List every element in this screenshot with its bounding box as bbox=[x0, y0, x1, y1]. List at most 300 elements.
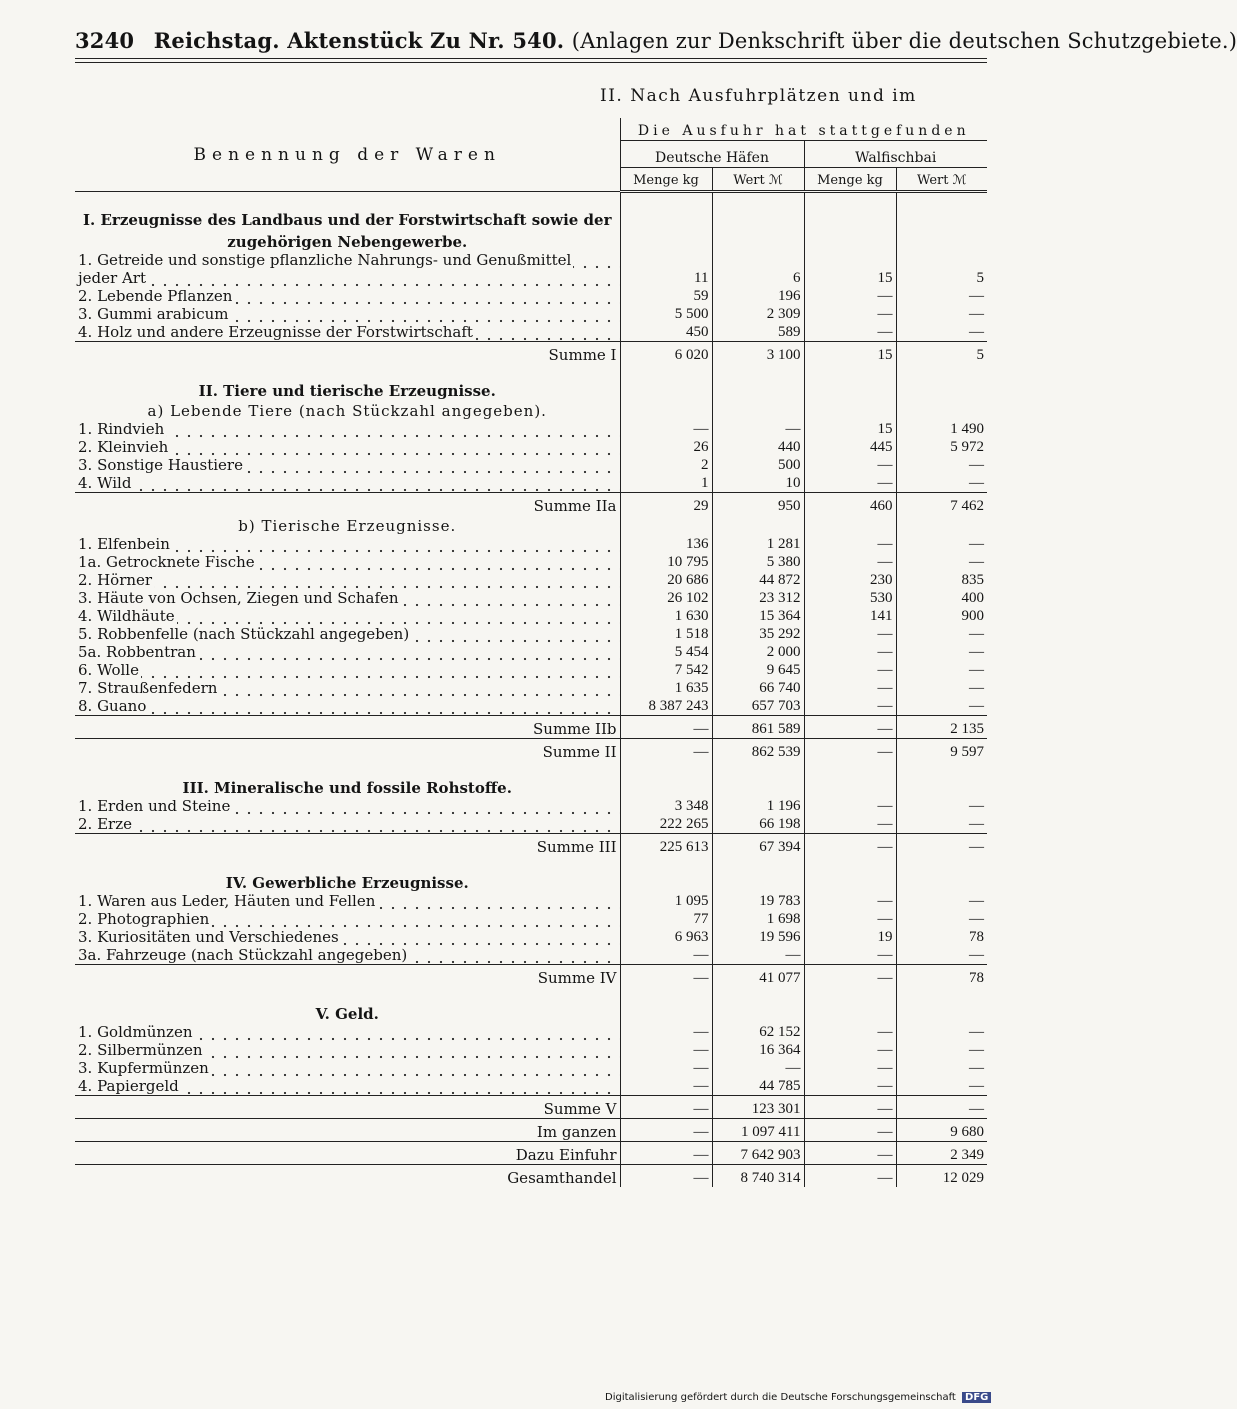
wert-deutsche-haefen: 5 380 bbox=[712, 553, 804, 571]
row-label: Summe V bbox=[75, 1096, 620, 1119]
header-title: Reichstag. Aktenstück Zu Nr. 540. bbox=[153, 28, 565, 53]
menge-walfischbai: — bbox=[804, 305, 896, 323]
menge-walfischbai: — bbox=[804, 553, 896, 571]
page-number: 3240 bbox=[75, 28, 135, 53]
menge-deutsche-haefen: — bbox=[620, 1059, 712, 1077]
menge-deutsche-haefen: 29 bbox=[620, 493, 712, 516]
row-label-text: 2. Lebende Pflanzen bbox=[78, 287, 233, 305]
menge-deutsche-haefen: 6 020 bbox=[620, 342, 712, 365]
header-wert-1: Wert ℳ bbox=[712, 168, 804, 192]
header-menge-2: Menge kg bbox=[804, 168, 896, 192]
row-label-text: 8. Guano bbox=[78, 697, 147, 715]
menge-walfischbai: — bbox=[804, 1041, 896, 1059]
section-heading-row bbox=[75, 515, 987, 535]
row-label bbox=[75, 438, 620, 456]
wert-deutsche-haefen: 657 703 bbox=[712, 697, 804, 716]
table-row bbox=[75, 535, 987, 553]
section-heading-row bbox=[75, 378, 987, 400]
menge-walfischbai: — bbox=[804, 1077, 896, 1096]
table-row bbox=[75, 474, 987, 493]
wert-deutsche-haefen: 7 642 903 bbox=[712, 1142, 804, 1165]
menge-walfischbai: — bbox=[804, 625, 896, 643]
menge-walfischbai: — bbox=[804, 323, 896, 342]
wert-deutsche-haefen: 9 645 bbox=[712, 661, 804, 679]
wert-walfischbai: — bbox=[896, 1059, 987, 1077]
header-group: Die Ausfuhr hat stattgefunden bbox=[620, 118, 987, 141]
menge-deutsche-haefen bbox=[620, 870, 712, 892]
header-wert-2: Wert ℳ bbox=[896, 168, 987, 192]
menge-deutsche-haefen: 11 bbox=[620, 269, 712, 287]
wert-walfischbai: — bbox=[896, 1041, 987, 1059]
wert-walfischbai: 9 680 bbox=[896, 1119, 987, 1142]
sum-row bbox=[75, 1096, 987, 1119]
wert-deutsche-haefen: 1 281 bbox=[712, 535, 804, 553]
wert-walfischbai: — bbox=[896, 815, 987, 834]
row-label bbox=[75, 643, 620, 661]
sum-row bbox=[75, 1119, 987, 1142]
table-row bbox=[75, 910, 987, 928]
table-row bbox=[75, 928, 987, 946]
sum-row bbox=[75, 1165, 987, 1188]
menge-walfischbai: — bbox=[804, 661, 896, 679]
menge-walfischbai: — bbox=[804, 1142, 896, 1165]
row-label: Im ganzen bbox=[75, 1119, 620, 1142]
wert-deutsche-haefen: 19 783 bbox=[712, 892, 804, 910]
wert-walfischbai bbox=[896, 400, 987, 420]
row-label bbox=[75, 892, 620, 910]
table-row bbox=[75, 892, 987, 910]
row-label bbox=[75, 661, 620, 679]
header-name-column: Benennung der Waren bbox=[75, 118, 620, 192]
table-row bbox=[75, 607, 987, 625]
wert-walfischbai: 1 490 bbox=[896, 420, 987, 438]
table-row bbox=[75, 438, 987, 456]
spacer-row bbox=[75, 192, 987, 208]
menge-walfischbai: — bbox=[804, 797, 896, 815]
wert-walfischbai: 5 bbox=[896, 269, 987, 287]
wert-walfischbai bbox=[896, 775, 987, 797]
row-label: Summe IV bbox=[75, 965, 620, 988]
wert-walfischbai: — bbox=[896, 697, 987, 716]
wert-walfischbai bbox=[896, 378, 987, 400]
sum-row bbox=[75, 965, 987, 988]
table-row bbox=[75, 305, 987, 323]
row-label: Summe III bbox=[75, 834, 620, 857]
menge-walfischbai: — bbox=[804, 1023, 896, 1041]
table-row bbox=[75, 1059, 987, 1077]
wert-walfischbai: 7 462 bbox=[896, 493, 987, 516]
row-label-text: 3. Kupfermünzen bbox=[78, 1059, 209, 1077]
page-header bbox=[75, 28, 1237, 53]
wert-walfischbai: 78 bbox=[896, 928, 987, 946]
row-label-text: 4. Papiergeld bbox=[78, 1077, 179, 1095]
wert-deutsche-haefen: 23 312 bbox=[712, 589, 804, 607]
row-label bbox=[75, 1023, 620, 1041]
row-label bbox=[75, 287, 620, 305]
row-label bbox=[75, 323, 620, 342]
wert-deutsche-haefen: 44 872 bbox=[712, 571, 804, 589]
menge-deutsche-haefen: — bbox=[620, 1119, 712, 1142]
table-row bbox=[75, 251, 987, 269]
menge-deutsche-haefen: 1 bbox=[620, 474, 712, 493]
menge-walfischbai bbox=[804, 870, 896, 892]
sum-row bbox=[75, 834, 987, 857]
menge-walfischbai: 15 bbox=[804, 342, 896, 365]
wert-walfischbai: 2 349 bbox=[896, 1142, 987, 1165]
table-row bbox=[75, 679, 987, 697]
row-label-text: 1. Getreide und sonstige pflanzliche Nahrungs- und Genußmittel bbox=[78, 251, 572, 269]
wert-walfischbai: 900 bbox=[896, 607, 987, 625]
row-label bbox=[75, 269, 620, 287]
spacer-row bbox=[75, 761, 987, 775]
menge-walfischbai: — bbox=[804, 910, 896, 928]
section-heading-row bbox=[75, 870, 987, 892]
menge-deutsche-haefen: — bbox=[620, 1077, 712, 1096]
menge-walfischbai: 460 bbox=[804, 493, 896, 516]
table-row bbox=[75, 1041, 987, 1059]
menge-walfischbai: — bbox=[804, 892, 896, 910]
wert-walfischbai bbox=[896, 229, 987, 251]
menge-walfischbai bbox=[804, 400, 896, 420]
menge-walfischbai bbox=[804, 515, 896, 535]
menge-walfischbai: 230 bbox=[804, 571, 896, 589]
row-label: Gesamthandel bbox=[75, 1165, 620, 1188]
row-label bbox=[75, 305, 620, 323]
wert-deutsche-haefen: 6 bbox=[712, 269, 804, 287]
table-row bbox=[75, 697, 987, 716]
wert-walfischbai bbox=[896, 207, 987, 229]
menge-walfischbai: — bbox=[804, 1059, 896, 1077]
menge-deutsche-haefen bbox=[620, 400, 712, 420]
menge-walfischbai: — bbox=[804, 1165, 896, 1188]
wert-walfischbai: — bbox=[896, 305, 987, 323]
spacer-row bbox=[75, 856, 987, 870]
menge-deutsche-haefen: — bbox=[620, 965, 712, 988]
row-label-text: jeder Art bbox=[78, 269, 146, 287]
wert-deutsche-haefen: — bbox=[712, 946, 804, 965]
row-label-text: 6. Wolle bbox=[78, 661, 139, 679]
row-label: I. Erzeugnisse des Landbaus und der Forstwirtschaft sowie der bbox=[83, 211, 612, 229]
table-row bbox=[75, 420, 987, 438]
row-label: V. Geld. bbox=[315, 1005, 379, 1023]
row-label bbox=[75, 474, 620, 493]
wert-deutsche-haefen: 62 152 bbox=[712, 1023, 804, 1041]
header-subtitle: (Anlagen zur Denkschrift über die deutschen Schutzgebiete.) bbox=[571, 29, 1237, 53]
menge-walfischbai: — bbox=[804, 679, 896, 697]
wert-walfischbai bbox=[896, 1001, 987, 1023]
header-rule-2 bbox=[75, 62, 987, 63]
menge-deutsche-haefen: — bbox=[620, 1041, 712, 1059]
menge-deutsche-haefen: 136 bbox=[620, 535, 712, 553]
menge-deutsche-haefen: — bbox=[620, 716, 712, 739]
row-label bbox=[75, 928, 620, 946]
wert-walfischbai: — bbox=[896, 474, 987, 493]
menge-deutsche-haefen: 3 348 bbox=[620, 797, 712, 815]
wert-deutsche-haefen: 67 394 bbox=[712, 834, 804, 857]
wert-walfischbai: — bbox=[896, 679, 987, 697]
wert-deutsche-haefen: 35 292 bbox=[712, 625, 804, 643]
wert-walfischbai: 9 597 bbox=[896, 739, 987, 762]
wert-deutsche-haefen bbox=[712, 400, 804, 420]
row-label: a) Lebende Tiere (nach Stückzahl angegeben). bbox=[147, 402, 547, 420]
row-label: Dazu Einfuhr bbox=[75, 1142, 620, 1165]
wert-walfischbai bbox=[896, 515, 987, 535]
menge-deutsche-haefen: 77 bbox=[620, 910, 712, 928]
header-rule bbox=[75, 58, 987, 59]
wert-walfischbai: — bbox=[896, 456, 987, 474]
row-label bbox=[75, 251, 620, 269]
wert-deutsche-haefen bbox=[712, 251, 804, 269]
spacer-row bbox=[75, 987, 987, 1001]
wert-walfischbai: — bbox=[896, 797, 987, 815]
menge-walfischbai: — bbox=[804, 643, 896, 661]
table-row bbox=[75, 323, 987, 342]
menge-deutsche-haefen: — bbox=[620, 420, 712, 438]
row-label bbox=[75, 697, 620, 716]
menge-walfischbai: — bbox=[804, 287, 896, 305]
wert-deutsche-haefen: 15 364 bbox=[712, 607, 804, 625]
menge-deutsche-haefen bbox=[620, 207, 712, 229]
row-label-text: 4. Wildhäute bbox=[78, 607, 175, 625]
wert-walfischbai: — bbox=[896, 910, 987, 928]
wert-deutsche-haefen: — bbox=[712, 1059, 804, 1077]
table-row bbox=[75, 815, 987, 834]
sum-row bbox=[75, 342, 987, 365]
sum-row bbox=[75, 1142, 987, 1165]
wert-deutsche-haefen: 41 077 bbox=[712, 965, 804, 988]
section-title: II. Nach Ausfuhrplätzen und im bbox=[600, 86, 917, 106]
wert-deutsche-haefen: 1 196 bbox=[712, 797, 804, 815]
sum-row bbox=[75, 493, 987, 516]
menge-deutsche-haefen bbox=[620, 251, 712, 269]
wert-walfischbai: — bbox=[896, 625, 987, 643]
menge-walfischbai: 19 bbox=[804, 928, 896, 946]
sum-row bbox=[75, 716, 987, 739]
menge-walfischbai bbox=[804, 229, 896, 251]
wert-walfischbai: — bbox=[896, 892, 987, 910]
dfg-logo: DFG bbox=[962, 1392, 991, 1403]
row-label bbox=[75, 625, 620, 643]
wert-walfischbai: — bbox=[896, 553, 987, 571]
menge-walfischbai bbox=[804, 378, 896, 400]
wert-deutsche-haefen: 19 596 bbox=[712, 928, 804, 946]
menge-walfischbai: — bbox=[804, 474, 896, 493]
table-row bbox=[75, 1023, 987, 1041]
header-menge-1: Menge kg bbox=[620, 168, 712, 192]
row-label: II. Tiere und tierische Erzeugnisse. bbox=[198, 382, 496, 400]
wert-walfischbai: 12 029 bbox=[896, 1165, 987, 1188]
menge-walfischbai: — bbox=[804, 739, 896, 762]
menge-walfischbai: 15 bbox=[804, 269, 896, 287]
row-label bbox=[75, 910, 620, 928]
wert-deutsche-haefen: 950 bbox=[712, 493, 804, 516]
menge-walfischbai: 530 bbox=[804, 589, 896, 607]
row-label-text: 1. Rindvieh bbox=[78, 420, 165, 438]
footer bbox=[605, 1392, 991, 1403]
table-row bbox=[75, 456, 987, 474]
wert-walfischbai: 400 bbox=[896, 589, 987, 607]
wert-deutsche-haefen: 862 539 bbox=[712, 739, 804, 762]
row-label bbox=[75, 571, 620, 589]
row-label bbox=[75, 679, 620, 697]
wert-deutsche-haefen: 66 198 bbox=[712, 815, 804, 834]
wert-deutsche-haefen: 861 589 bbox=[712, 716, 804, 739]
menge-walfischbai: 141 bbox=[804, 607, 896, 625]
wert-deutsche-haefen: 3 100 bbox=[712, 342, 804, 365]
menge-deutsche-haefen: — bbox=[620, 1142, 712, 1165]
wert-deutsche-haefen: 2 309 bbox=[712, 305, 804, 323]
row-label: Summe I bbox=[75, 342, 620, 365]
row-label bbox=[75, 535, 620, 553]
menge-deutsche-haefen: 8 387 243 bbox=[620, 697, 712, 716]
row-label bbox=[75, 1059, 620, 1077]
wert-walfischbai bbox=[896, 870, 987, 892]
menge-walfischbai: 445 bbox=[804, 438, 896, 456]
menge-deutsche-haefen bbox=[620, 775, 712, 797]
wert-deutsche-haefen bbox=[712, 229, 804, 251]
wert-deutsche-haefen: 440 bbox=[712, 438, 804, 456]
row-label bbox=[75, 553, 620, 571]
menge-deutsche-haefen: 10 795 bbox=[620, 553, 712, 571]
wert-deutsche-haefen: 66 740 bbox=[712, 679, 804, 697]
menge-deutsche-haefen: 26 102 bbox=[620, 589, 712, 607]
wert-deutsche-haefen: 589 bbox=[712, 323, 804, 342]
row-label bbox=[75, 589, 620, 607]
row-label-text: 7. Straußenfedern bbox=[78, 679, 218, 697]
wert-deutsche-haefen: 8 740 314 bbox=[712, 1165, 804, 1188]
wert-deutsche-haefen bbox=[712, 378, 804, 400]
row-label bbox=[75, 456, 620, 474]
header-port-2: Walfischbai bbox=[804, 141, 987, 168]
row-label: b) Tierische Erzeugnisse. bbox=[238, 517, 457, 535]
table-row bbox=[75, 643, 987, 661]
row-label-text: 2. Silbermünzen bbox=[78, 1041, 203, 1059]
menge-walfischbai: — bbox=[804, 965, 896, 988]
row-label bbox=[75, 815, 620, 834]
wert-walfischbai: 78 bbox=[896, 965, 987, 988]
row-label-text: 2. Erze bbox=[78, 815, 132, 833]
row-label: III. Mineralische und fossile Rohstoffe. bbox=[182, 779, 512, 797]
menge-deutsche-haefen: 5 454 bbox=[620, 643, 712, 661]
row-label-text: 3. Gummi arabicum bbox=[78, 305, 229, 323]
wert-deutsche-haefen: 44 785 bbox=[712, 1077, 804, 1096]
table-row bbox=[75, 1077, 987, 1096]
spacer-row bbox=[75, 364, 987, 378]
wert-deutsche-haefen bbox=[712, 207, 804, 229]
table-row bbox=[75, 571, 987, 589]
menge-walfischbai: 15 bbox=[804, 420, 896, 438]
menge-deutsche-haefen: — bbox=[620, 1023, 712, 1041]
row-label bbox=[75, 1041, 620, 1059]
section-heading-row bbox=[75, 229, 987, 251]
menge-deutsche-haefen bbox=[620, 515, 712, 535]
footer-text: Digitalisierung gefördert durch die Deutsche Forschungsgemeinschaft bbox=[605, 1392, 956, 1403]
wert-walfischbai: — bbox=[896, 643, 987, 661]
menge-deutsche-haefen: 26 bbox=[620, 438, 712, 456]
menge-walfischbai: — bbox=[804, 716, 896, 739]
menge-deutsche-haefen: 6 963 bbox=[620, 928, 712, 946]
menge-deutsche-haefen: 2 bbox=[620, 456, 712, 474]
row-label-text: 2. Kleinvieh bbox=[78, 438, 169, 456]
row-label bbox=[75, 420, 620, 438]
wert-deutsche-haefen bbox=[712, 870, 804, 892]
menge-deutsche-haefen: 222 265 bbox=[620, 815, 712, 834]
wert-deutsche-haefen bbox=[712, 775, 804, 797]
row-label: Summe II bbox=[75, 739, 620, 762]
menge-walfischbai: — bbox=[804, 697, 896, 716]
row-label-text: 1. Elfenbein bbox=[78, 535, 170, 553]
menge-deutsche-haefen: 225 613 bbox=[620, 834, 712, 857]
wert-deutsche-haefen: 2 000 bbox=[712, 643, 804, 661]
wert-walfischbai: — bbox=[896, 1096, 987, 1119]
section-heading-row bbox=[75, 1001, 987, 1023]
menge-deutsche-haefen: 1 518 bbox=[620, 625, 712, 643]
menge-deutsche-haefen: 20 686 bbox=[620, 571, 712, 589]
row-label-text: 4. Wild bbox=[78, 474, 132, 492]
wert-walfischbai: — bbox=[896, 323, 987, 342]
menge-deutsche-haefen: 1 635 bbox=[620, 679, 712, 697]
menge-deutsche-haefen: 1 095 bbox=[620, 892, 712, 910]
table-row bbox=[75, 287, 987, 305]
row-label-text: 3. Kuriositäten und Verschiedenes bbox=[78, 928, 339, 946]
sum-row bbox=[75, 739, 987, 762]
row-label-text: 5a. Robbentran bbox=[78, 643, 196, 661]
wert-walfischbai: 5 bbox=[896, 342, 987, 365]
menge-deutsche-haefen bbox=[620, 1001, 712, 1023]
wert-deutsche-haefen bbox=[712, 515, 804, 535]
menge-walfischbai: — bbox=[804, 535, 896, 553]
menge-deutsche-haefen: 59 bbox=[620, 287, 712, 305]
menge-deutsche-haefen: — bbox=[620, 946, 712, 965]
export-table bbox=[75, 118, 987, 1187]
menge-walfischbai: — bbox=[804, 456, 896, 474]
wert-walfischbai: — bbox=[896, 287, 987, 305]
table-row bbox=[75, 797, 987, 815]
wert-walfischbai: — bbox=[896, 535, 987, 553]
menge-walfischbai bbox=[804, 251, 896, 269]
menge-deutsche-haefen: — bbox=[620, 739, 712, 762]
menge-walfischbai: — bbox=[804, 1096, 896, 1119]
menge-walfischbai bbox=[804, 775, 896, 797]
menge-walfischbai bbox=[804, 207, 896, 229]
wert-walfischbai: — bbox=[896, 1077, 987, 1096]
row-label-text: 5. Robbenfelle (nach Stückzahl angegeben) bbox=[78, 625, 410, 643]
wert-walfischbai: 2 135 bbox=[896, 716, 987, 739]
row-label bbox=[75, 607, 620, 625]
wert-deutsche-haefen: 196 bbox=[712, 287, 804, 305]
row-label bbox=[75, 946, 620, 965]
table-header bbox=[75, 118, 987, 192]
row-label-text: 3. Sonstige Haustiere bbox=[78, 456, 243, 474]
menge-walfischbai bbox=[804, 1001, 896, 1023]
row-label-text: 1. Waren aus Leder, Häuten und Fellen bbox=[78, 892, 376, 910]
row-label: IV. Gewerbliche Erzeugnisse. bbox=[225, 874, 469, 892]
menge-deutsche-haefen: 450 bbox=[620, 323, 712, 342]
menge-walfischbai: — bbox=[804, 1119, 896, 1142]
table-row bbox=[75, 589, 987, 607]
wert-deutsche-haefen: 1 698 bbox=[712, 910, 804, 928]
table-row bbox=[75, 661, 987, 679]
row-label-text: 1a. Getrocknete Fische bbox=[78, 553, 255, 571]
menge-deutsche-haefen: 5 500 bbox=[620, 305, 712, 323]
wert-walfischbai: — bbox=[896, 661, 987, 679]
wert-deutsche-haefen: 123 301 bbox=[712, 1096, 804, 1119]
wert-deutsche-haefen: 16 364 bbox=[712, 1041, 804, 1059]
menge-walfischbai: — bbox=[804, 834, 896, 857]
row-label-text: 1. Goldmünzen bbox=[78, 1023, 193, 1041]
row-label-text: 2. Hörner bbox=[78, 571, 153, 589]
wert-walfischbai bbox=[896, 251, 987, 269]
